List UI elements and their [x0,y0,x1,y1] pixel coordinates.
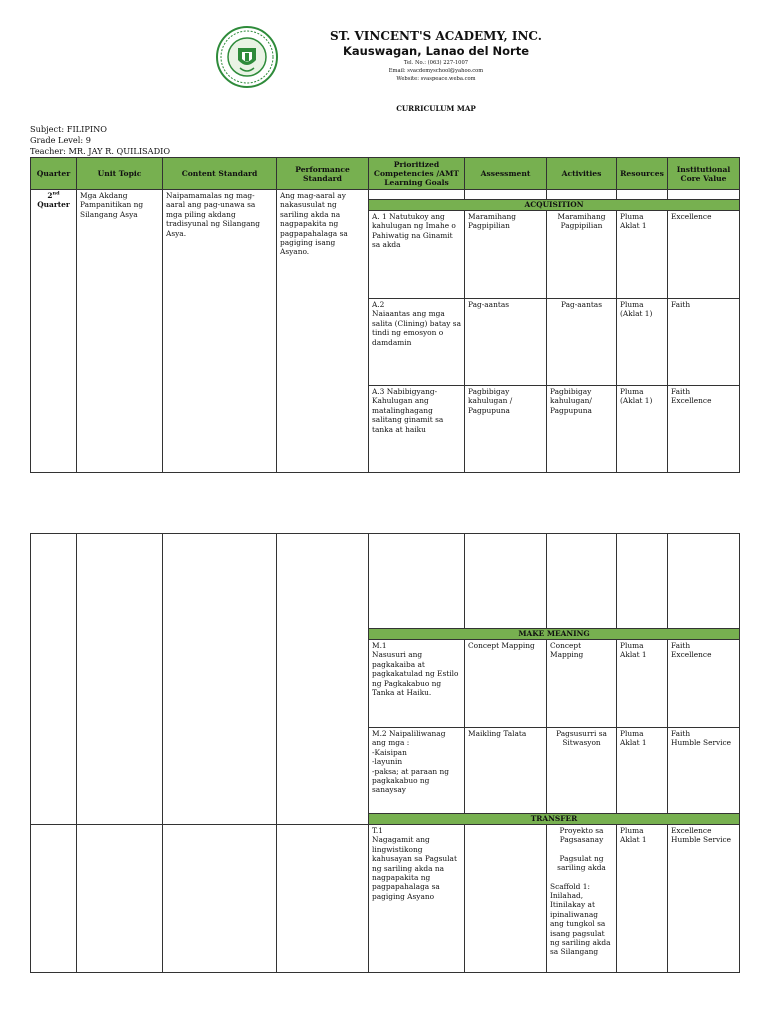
col-performance-standard: Performance Standard [277,158,369,190]
school-email: Email: svacdemyschool@yahoo.com [388,68,484,74]
competency-a3: A.3 Nabibigyang-Kahulugan ang matalinghagang salitang ginamit sa tanka at haiku [369,386,465,473]
assessment-t1 [465,825,547,973]
core-value-m1: Faith Excellence [668,640,740,728]
col-quarter: Quarter [31,158,77,190]
core-value-m2: Faith Humble Service [668,728,740,814]
core-value-a2: Faith [668,299,740,386]
grade-line [30,135,91,145]
col-resources: Resources [617,158,668,190]
activities-a2: Pag-aantas [547,299,617,386]
content-standard-cell: Naipamamalas ng mag-aaral ang pag-unawa sa mga piling akdang tradisyunal ng Silangang Asya. [163,190,277,473]
quarter-number: 2 [47,191,53,200]
performance-standard-cell: Ang mag-aaral ay nakasusulat ng sariling akda na nagpapakita ng pagpapahalaga sa pagiging isang Asyano. [277,190,369,473]
col-activities: Activities [547,158,617,190]
quarter-cell [31,190,77,473]
document-title: CURRICULUM MAP [396,104,476,113]
competency-m2: M.2 Naipaliliwanag ang mga : -Kaisipan -layunin -paksa; at paraan ng pagkakabuo ng sanaysay [369,728,465,814]
activity-scaffold: Scaffold 1: Inilahad, Itinilakay at ipinaliwanag ang tungkol sa isang pagsulat ng sariling akda sa Silangang [550,881,611,957]
core-value-a1: Excellence [668,211,740,299]
header-row [31,158,740,190]
assessment-m1: Concept Mapping [465,640,547,728]
col-competencies: Prioritized Competencies /AMT Learning Goals [369,158,465,190]
core-value-a3: Faith Excellence [668,386,740,473]
teacher-label: Teacher: [30,146,66,156]
teacher-value: MR. JAY R. QUILISADIO [68,146,171,156]
teacher-line [30,146,170,156]
assessment-a1: Maramihang Pagpipilian [465,211,547,299]
spacer-row [31,190,740,200]
activities-m2: Pagsusurri sa Sitwasyon [547,728,617,814]
assessment-m2: Maikling Talata [465,728,547,814]
activities-a3: Pagbibigay kahulugan/ Pagpupuna [547,386,617,473]
subject-line [30,124,107,134]
school-seal-logo [216,26,278,88]
resources-a2: Pluma (Aklat 1) [617,299,668,386]
activities-t1 [547,825,617,973]
resources-a3: Pluma (Aklat 1) [617,386,668,473]
competency-a2: A.2 Naiaantas ang mga salita (Clining) batay sa tindi ng emosyon o damdamin [369,299,465,386]
quarter-word: Quarter [37,200,70,210]
col-core-value: Institutional Core Value [668,158,740,190]
curriculum-table-page2 [30,533,740,973]
activity-writing: Pagsulat ng sariling akda [557,853,606,873]
grade-label: Grade Level: [30,135,84,145]
acquisition-band: ACQUISITION [369,200,740,211]
school-location: Kauswagan, Lanao del Norte [342,44,530,58]
resources-m2: Pluma Aklat 1 [617,728,668,814]
transfer-band: TRANSFER [369,814,740,825]
col-unit-topic: Unit Topic [77,158,163,190]
competency-t1: T.1 Nagagamit ang lingwistikong kahusayan sa Pagsulat ng sariling akda na nagpapakita ng pagpapahalaga sa pagiging Asyano [369,825,465,973]
resources-t1: Pluma Aklat 1 [617,825,668,973]
curriculum-table-page1 [30,157,740,473]
col-assessment: Assessment [465,158,547,190]
school-tel: Tel. No.: (063) 227-1007 [403,60,469,66]
col-content-standard: Content Standard [163,158,277,190]
resources-m1: Pluma Aklat 1 [617,640,668,728]
subject-value: FILIPINO [66,124,107,134]
competency-a1: A. 1 Natutukoy ang kahulugan ng Imahe o Pahiwatig na Ginamit sa akda [369,211,465,299]
unit-topic-cell: Mga Akdang Pampanitikan ng Silangang Asya [77,190,163,473]
school-name: ST. VINCENT'S ACADEMY, INC. [330,29,542,43]
table-row [31,825,740,973]
assessment-a3: Pagbibigay kahulugan / Pagpupuna [465,386,547,473]
activity-project: Proyekto sa Pagsasanay [559,826,604,845]
competency-m1: M.1 Nasusuri ang pagkakaiba at pagkakatulad ng Estilo ng Pagkakabuo ng Tanka at Haiku. [369,640,465,728]
continuation-row [31,534,740,629]
assessment-a2: Pag-aantas [465,299,547,386]
make-meaning-band: MAKE MEANING [369,629,740,640]
activities-m1: Concept Mapping [547,640,617,728]
activities-a1: Maramihang Pagpipilian [547,211,617,299]
core-value-t1: Excellence Humble Service [668,825,740,973]
resources-a1: Pluma Aklat 1 [617,211,668,299]
school-website: Website: svaspeace.weba.com [396,76,476,82]
subject-label: Subject: [30,124,65,134]
grade-value: 9 [85,135,91,145]
quarter-suffix: nd [52,190,60,197]
